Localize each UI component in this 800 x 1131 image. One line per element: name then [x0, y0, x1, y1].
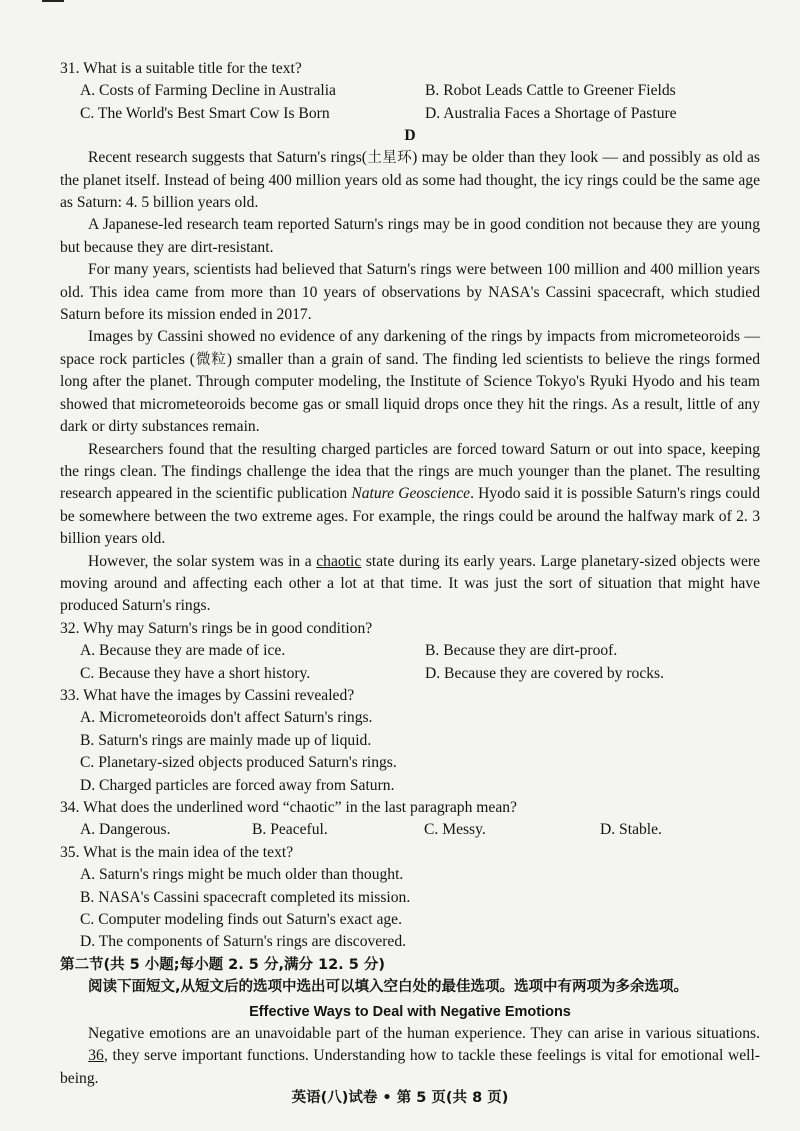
question-31 — [60, 58, 760, 125]
paragraph-1-text-a: Recent research suggests that Saturn's rings( — [88, 149, 367, 167]
question-35 — [60, 842, 760, 954]
passage-d-label: D — [404, 127, 416, 145]
question-31-options-row2 — [60, 103, 760, 125]
section-2 — [60, 954, 760, 1090]
section-2-text-a: Negative emotions are an unavoidable part of the human experience. They can arise in various situations. — [88, 1025, 760, 1043]
option-33-c: C. Planetary-sized objects produced Saturn's rings. — [80, 754, 397, 772]
underlined-word: chaotic — [316, 552, 362, 570]
option-34-a: A. Dangerous. — [80, 821, 171, 839]
gloss-particles: 微粒 — [194, 351, 227, 368]
section-2-text-b: , they serve important functions. Understanding how to tackle these feelings is vital for emotional well-being. — [60, 1047, 760, 1087]
question-32-options-row2 — [60, 663, 760, 685]
paragraph-5-text-a: Researchers found that the resulting charged particles are forced toward Saturn or out into space, keeping the rings clean. The findings challenge the idea that the rings are much younger than the planet. The resulting research appeared in the scientific publication — [60, 440, 760, 503]
question-34-options — [60, 819, 760, 841]
publication-name: Nature Geoscience — [351, 485, 471, 503]
paragraph-1-text-b: ) may be older than they look — and possibly as old as the planet itself. Instead of being 400 million years old as some had thought, the icy rings could be the same age as Saturn: 4. 5 billion years old. — [60, 149, 760, 212]
question-34 — [60, 797, 760, 842]
option-35-c: C. Computer modeling finds out Saturn's exact age. — [80, 911, 402, 929]
option-35-b: B. NASA's Cassini spacecraft completed its mission. — [80, 888, 411, 906]
question-35-stem: 35. What is the main idea of the text? — [60, 843, 294, 861]
question-33-stem: 33. What have the images by Cassini revealed? — [60, 686, 355, 704]
paragraph-6-text-b: state during its early years. Large planetary-sized objects were moving around and affecting each other a lot at that time. It was just the sort of situation that might have produced Saturn's rings. — [60, 552, 760, 615]
option-32-d: D. Because they are covered by rocks. — [425, 664, 665, 682]
blank-36: 36 — [88, 1047, 104, 1065]
passage-paragraph-1 — [60, 147, 760, 214]
option-31-b: B. Robot Leads Cattle to Greener Fields — [425, 82, 676, 100]
paragraph-5-text-b: . Hyodo said it is possible Saturn's rings could be somewhere between the two extreme ages. For example, the rings could be around the halfway mark of 2. 3 billion years old. — [60, 485, 760, 548]
option-34-b: B. Peaceful. — [252, 821, 328, 839]
question-32-stem: 32. Why may Saturn's rings be in good condition? — [60, 619, 373, 637]
option-32-c: C. Because they have a short history. — [80, 664, 311, 682]
section-2-passage-title: Effective Ways to Deal with Negative Emotions — [249, 1003, 571, 1020]
section-2-heading: 第二节(共 5 小题;每小题 2. 5 分,满分 12. 5 分) — [60, 956, 385, 973]
question-32 — [60, 618, 760, 685]
option-34-c: C. Messy. — [424, 821, 486, 839]
question-31-stem: 31. What is a suitable title for the text? — [60, 60, 302, 77]
option-33-d: D. Charged particles are forced away from Saturn. — [80, 776, 395, 794]
passage-paragraph-3: For many years, scientists had believed that Saturn's rings were between 100 million and 400 million years old. This idea came from more than 10 years of observations by NASA's Cassini spacecraft, which studied Saturn before its mission ended in 2017. — [60, 261, 760, 324]
paragraph-6-text-a: However, the solar system was in a — [88, 552, 317, 570]
option-31-a: A. Costs of Farming Decline in Australia — [80, 82, 336, 100]
question-31-options-row1 — [60, 80, 760, 102]
scan-mark — [42, 0, 64, 2]
page-footer: 英语(八)试卷 • 第 5 页(共 8 页) — [291, 1090, 509, 1106]
option-32-a: A. Because they are made of ice. — [80, 642, 286, 660]
question-32-options-row1 — [60, 640, 760, 662]
section-2-paragraph-1 — [60, 1023, 760, 1090]
question-33 — [60, 685, 760, 797]
passage-paragraph-4 — [60, 326, 760, 438]
paragraph-4-text-b: ) smaller than a grain of sand. The finding led scientists to believe the rings formed long after the planet. Through computer modeling, the Institute of Science Tokyo's Ryuki Hyodo and his team showed that micrometeoroids become gas or small liquid drops once they hit the rings. As a result, little of any dark or dirty substances remain. — [60, 350, 760, 436]
option-35-a: A. Saturn's rings might be much older than thought. — [80, 866, 404, 884]
passage-paragraph-2: A Japanese-led research team reported Saturn's rings may be in good condition not because they are young but because they are dirt-resistant. — [60, 216, 760, 256]
passage-d — [60, 147, 760, 618]
option-31-d: D. Australia Faces a Shortage of Pasture — [425, 104, 677, 122]
passage-paragraph-5 — [60, 439, 760, 551]
option-34-d: D. Stable. — [600, 821, 662, 839]
paragraph-4-text-a: Images by Cassini showed no evidence of any darkening of the rings by impacts from micrometeoroids — space rock particles ( — [60, 328, 760, 368]
option-35-d: D. The components of Saturn's rings are discovered. — [80, 933, 407, 951]
question-34-stem: 34. What does the underlined word “chaotic” in the last paragraph mean? — [60, 799, 517, 816]
option-32-b: B. Because they are dirt-proof. — [425, 642, 618, 660]
exam-page — [60, 58, 760, 1090]
option-33-a: A. Micrometeoroids don't affect Saturn's rings. — [80, 709, 373, 727]
gloss-saturn-rings: 土星环 — [366, 150, 413, 167]
passage-paragraph-6 — [60, 551, 760, 618]
option-33-b: B. Saturn's rings are mainly made up of liquid. — [80, 731, 372, 749]
option-31-c: C. The World's Best Smart Cow Is Born — [80, 104, 330, 122]
section-2-instruction: 阅读下面短文,从短文后的选项中选出可以填入空白处的最佳选项。选项中有两项为多余选项。 — [88, 979, 689, 996]
